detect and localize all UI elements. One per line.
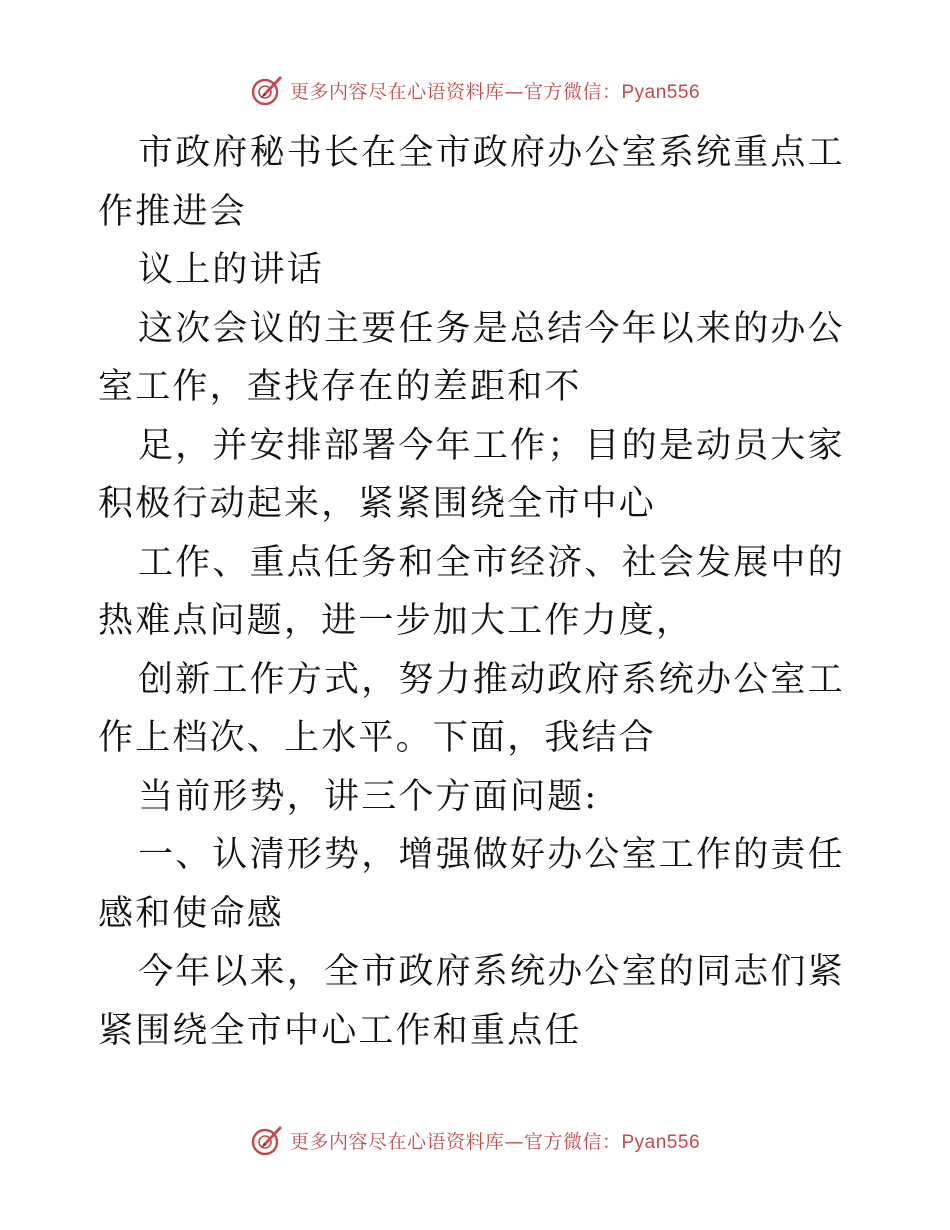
quill-logo-icon [250,73,284,107]
quill-logo-icon [250,1123,284,1157]
footer-banner [0,1120,950,1160]
banner-text [290,77,700,104]
banner-site-text: 更多内容尽在心语资料库 [289,1130,505,1153]
banner-text [290,1127,700,1154]
paragraph: 创新工作方式，努力推动政府系统办公室工作上档次、上水平。下面，我结合 [98,659,845,758]
paragraph: 市政府秘书长在全市政府办公室系统重点工作推进会 [98,133,845,232]
paragraph: 议上的讲话 [138,250,325,290]
paragraph: 足，并安排部署今年工作；目的是动员大家积极行动起来，紧紧围绕全市中心 [98,425,845,524]
paragraph: 一、认清形势，增强做好办公室工作的责任感和使命感 [98,835,845,934]
paragraph: 这次会议的主要任务是总结今年以来的办公室工作，查找存在的差距和不 [98,308,845,407]
banner-site-text: 更多内容尽在心语资料库 [289,80,505,103]
paragraph: 工作、重点任务和全市经济、社会发展中的热难点问题，进一步加大工作力度， [98,542,845,641]
banner-wechat-label: 官方微信： [523,1130,622,1153]
banner-wechat-label: 官方微信： [523,80,622,103]
banner-separator: — [504,1130,524,1153]
header-banner [0,70,950,110]
paragraph: 当前形势，讲三个方面问题: [138,776,599,817]
banner-wechat-id: Pyan556 [621,81,701,103]
paragraph: 今年以来，全市政府系统办公室的同志们紧紧围绕全市中心工作和重点任 [98,952,845,1051]
document-body [98,124,858,1060]
banner-wechat-id: Pyan556 [621,1131,701,1153]
banner-separator: — [504,80,524,103]
